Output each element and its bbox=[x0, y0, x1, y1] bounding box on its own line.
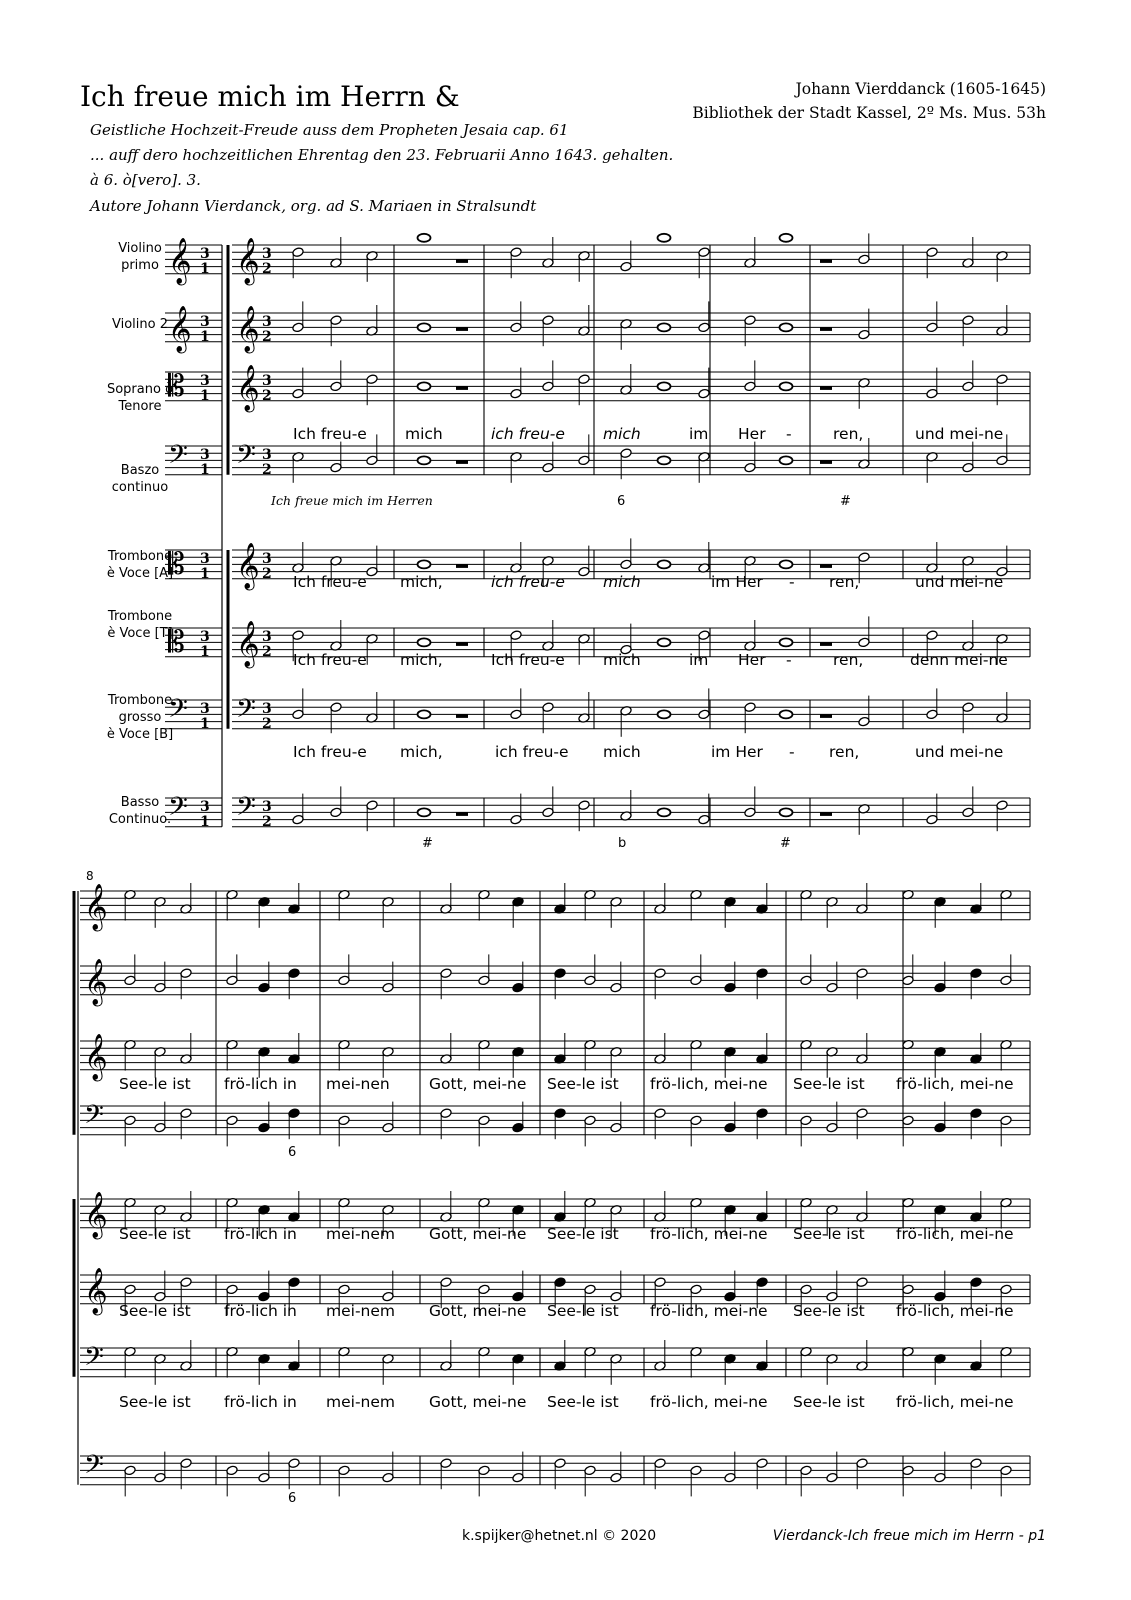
lyric: ich freu-e bbox=[491, 573, 565, 591]
treble-clef-icon: 𝄞 bbox=[84, 1034, 108, 1080]
time-signature: 3 bbox=[262, 246, 272, 262]
figure: 6 bbox=[617, 494, 626, 509]
lyric: Gott, mei-ne bbox=[429, 1075, 527, 1093]
lyric: ren, bbox=[833, 425, 864, 443]
lyric: frö-lich, mei-ne bbox=[650, 1393, 768, 1411]
part-name-trombone-b: Trombone grosso è Voce [B] bbox=[106, 693, 174, 742]
treble-clef-icon: 𝄞 bbox=[84, 884, 108, 930]
time-signature: 3 bbox=[262, 447, 272, 463]
lyric: mich bbox=[603, 573, 641, 591]
footer-page-label: Vierdanck-Ich freue mich im Herrn - p1 bbox=[772, 1528, 1046, 1544]
lyric: frö-lich, mei-ne bbox=[896, 1075, 1014, 1093]
lyric: frö-lich, mei-ne bbox=[896, 1393, 1014, 1411]
lyric: Ich freu-e bbox=[293, 573, 367, 591]
lyric: See-le ist bbox=[119, 1225, 191, 1243]
time-signature: 3 bbox=[200, 314, 210, 330]
lyric: im Her bbox=[711, 573, 763, 591]
lyric: Gott, mei-ne bbox=[429, 1225, 527, 1243]
whole-note-head bbox=[780, 323, 793, 331]
time-signature: 2 bbox=[262, 566, 272, 582]
whole-note-head bbox=[780, 382, 793, 390]
time-signature: 2 bbox=[262, 644, 272, 660]
lyric: ich freu-e bbox=[491, 425, 565, 443]
rest bbox=[456, 327, 468, 331]
rest bbox=[820, 259, 832, 263]
bass-clef-icon: 𝄢 bbox=[168, 792, 188, 828]
source-library: Bibliothek der Stadt Kassel, 2º Ms. Mus. 53h bbox=[692, 104, 1046, 122]
lyric: mich, bbox=[400, 573, 443, 591]
lyric: und mei-ne bbox=[915, 573, 1004, 591]
lyric: im Her bbox=[711, 743, 763, 761]
rest bbox=[820, 564, 832, 568]
lyric: frö-lich in bbox=[224, 1393, 297, 1411]
rest bbox=[820, 460, 832, 464]
whole-note-head bbox=[658, 234, 671, 242]
time-signature: 2 bbox=[262, 716, 272, 732]
bass-clef-icon: 𝄢 bbox=[236, 694, 256, 730]
lyric: See-le ist bbox=[119, 1302, 191, 1320]
time-signature: 2 bbox=[262, 329, 272, 345]
lyric: See-le ist bbox=[119, 1393, 191, 1411]
rest bbox=[456, 259, 468, 263]
figure: 6 bbox=[288, 1491, 297, 1506]
rest bbox=[456, 642, 468, 646]
rest bbox=[456, 460, 468, 464]
time-signature: 1 bbox=[200, 566, 210, 582]
lyric: ren, bbox=[829, 573, 860, 591]
rest bbox=[820, 642, 832, 646]
treble-clef-icon: 𝄞 bbox=[236, 621, 260, 667]
lyric: frö-lich, mei-ne bbox=[896, 1302, 1014, 1320]
lyric: frö-lich, mei-ne bbox=[896, 1225, 1014, 1243]
time-signature: 3 bbox=[262, 314, 272, 330]
lyric: frö-lich, mei-ne bbox=[650, 1225, 768, 1243]
whole-note-head bbox=[658, 456, 671, 464]
lyric: - bbox=[789, 743, 795, 761]
time-signature: 3 bbox=[200, 246, 210, 262]
time-signature: 3 bbox=[262, 373, 272, 389]
whole-note-head bbox=[658, 560, 671, 568]
whole-note-head bbox=[780, 808, 793, 816]
lyric: See-le ist bbox=[793, 1225, 865, 1243]
bass-clef-icon: 𝄢 bbox=[236, 792, 256, 828]
lyric: frö-lich, mei-ne bbox=[650, 1302, 768, 1320]
part-name-bc2: Basso Continuo. bbox=[108, 795, 172, 827]
time-signature: 3 bbox=[262, 799, 272, 815]
lyric: Gott, mei-ne bbox=[429, 1393, 527, 1411]
lyric: mich bbox=[603, 743, 641, 761]
lyric: See-le ist bbox=[119, 1075, 191, 1093]
lyric: mich, bbox=[400, 743, 443, 761]
whole-note-head bbox=[658, 808, 671, 816]
lyric: frö-lich in bbox=[224, 1302, 297, 1320]
time-signature: 1 bbox=[200, 644, 210, 660]
treble-clef-icon: 𝄞 bbox=[168, 306, 192, 352]
whole-note-head bbox=[780, 456, 793, 464]
time-signature: 3 bbox=[262, 551, 272, 567]
alto-clef-icon: 𝄡 bbox=[168, 625, 185, 660]
lyric: Her bbox=[738, 425, 766, 443]
rest bbox=[456, 564, 468, 568]
treble-clef-icon: 𝄞 bbox=[236, 365, 260, 411]
whole-note-head bbox=[658, 382, 671, 390]
lyric: See-le ist bbox=[793, 1302, 865, 1320]
whole-note-head bbox=[658, 323, 671, 331]
lyric: See-le ist bbox=[547, 1225, 619, 1243]
time-signature: 3 bbox=[200, 701, 210, 717]
lyric: Ich freu-e bbox=[491, 651, 565, 669]
lyric: im bbox=[689, 425, 709, 443]
time-signature: 1 bbox=[200, 388, 210, 404]
time-signature: 3 bbox=[200, 373, 210, 389]
time-signature: 1 bbox=[200, 462, 210, 478]
whole-note-head bbox=[418, 710, 431, 718]
time-signature: 3 bbox=[262, 629, 272, 645]
lyric: See-le ist bbox=[547, 1075, 619, 1093]
alto-clef-icon: 𝄡 bbox=[168, 547, 185, 582]
measure-number: 8 bbox=[86, 869, 94, 883]
alto-clef-icon: 𝄡 bbox=[168, 369, 185, 404]
lyric: mich, bbox=[400, 651, 443, 669]
lyric: See-le ist bbox=[793, 1075, 865, 1093]
lyric: denn mei-ne bbox=[910, 651, 1008, 669]
bass-clef-icon: 𝄢 bbox=[168, 694, 188, 730]
whole-note-head bbox=[780, 234, 793, 242]
lyric: frö-lich, mei-ne bbox=[650, 1075, 768, 1093]
treble-clef-icon: 𝄞 bbox=[236, 306, 260, 352]
time-signature: 3 bbox=[200, 551, 210, 567]
part-name-violino-primo: Violino primo bbox=[118, 241, 162, 273]
lyric: - bbox=[786, 651, 792, 669]
lyric: und mei-ne bbox=[915, 743, 1004, 761]
lyric: Ich freu-e bbox=[293, 425, 367, 443]
time-signature: 2 bbox=[262, 814, 272, 830]
treble-clef-icon: 𝄞 bbox=[84, 959, 108, 1005]
bass-clef-icon: 𝄢 bbox=[236, 440, 256, 476]
whole-note-head bbox=[418, 560, 431, 568]
lyric: See-le ist bbox=[793, 1393, 865, 1411]
lyric: ich freu-e bbox=[495, 743, 569, 761]
bass-clef-icon: 𝄢 bbox=[84, 1450, 104, 1486]
lyric: See-le ist bbox=[547, 1302, 619, 1320]
lyric: und mei-ne bbox=[915, 425, 1004, 443]
lyric: frö-lich in bbox=[224, 1225, 297, 1243]
figure: # bbox=[422, 836, 433, 851]
treble-clef-icon: 𝄞 bbox=[236, 238, 260, 284]
lyric: - bbox=[786, 425, 792, 443]
time-signature: 2 bbox=[262, 261, 272, 277]
whole-note-head bbox=[418, 638, 431, 646]
figure: 6 bbox=[288, 1145, 297, 1160]
lyric: Ich freu-e bbox=[293, 743, 367, 761]
lyric: See-le ist bbox=[547, 1393, 619, 1411]
time-signature: 1 bbox=[200, 329, 210, 345]
subtitle-2: ... auff dero hochzeitlichen Ehrentag den 23. Februarii Anno 1643. gehalten. bbox=[90, 146, 674, 164]
whole-note-head bbox=[780, 560, 793, 568]
lyric: mei-nem bbox=[326, 1302, 395, 1320]
lyric: mich bbox=[603, 651, 641, 669]
part-name-soprano: Soprano ò Tenore bbox=[106, 382, 174, 414]
bc-text: Ich freue mich im Herren bbox=[271, 493, 433, 508]
subtitle-1: Geistliche Hochzeit-Freude auss dem Propheten Jesaia cap. 61 bbox=[90, 121, 569, 139]
time-signature: 3 bbox=[200, 799, 210, 815]
treble-clef-icon: 𝄞 bbox=[84, 1192, 108, 1238]
bass-clef-icon: 𝄢 bbox=[84, 1100, 104, 1136]
time-signature: 3 bbox=[200, 447, 210, 463]
lyric: im bbox=[689, 651, 709, 669]
time-signature: 1 bbox=[200, 716, 210, 732]
time-signature: 1 bbox=[200, 261, 210, 277]
composer: Johann Vierddanck (1605-1645) bbox=[795, 80, 1046, 98]
lyric: mei-nem bbox=[326, 1393, 395, 1411]
rest bbox=[456, 714, 468, 718]
rest bbox=[820, 386, 832, 390]
part-name-trombone-t: Trombone è Voce [T] bbox=[107, 609, 173, 641]
time-signature: 3 bbox=[200, 629, 210, 645]
footer-email: k.spijker@hetnet.nl © 2020 bbox=[462, 1528, 657, 1544]
lyric: mich bbox=[603, 425, 641, 443]
subtitle-3: à 6. ò[vero]. 3. bbox=[90, 171, 201, 189]
figure: # bbox=[780, 836, 791, 851]
whole-note-head bbox=[418, 456, 431, 464]
whole-note-head bbox=[780, 710, 793, 718]
lyric: ren, bbox=[829, 743, 860, 761]
bass-clef-icon: 𝄢 bbox=[168, 440, 188, 476]
lyric: - bbox=[789, 573, 795, 591]
whole-note-head bbox=[418, 323, 431, 331]
time-signature: 2 bbox=[262, 388, 272, 404]
lyric: ren, bbox=[833, 651, 864, 669]
rest bbox=[456, 386, 468, 390]
rest bbox=[820, 812, 832, 816]
whole-note-head bbox=[418, 808, 431, 816]
figure: b bbox=[618, 836, 627, 851]
part-name-violino-2: Violino 2 bbox=[112, 317, 168, 332]
lyric: mich bbox=[405, 425, 443, 443]
lyric: Ich freu-e bbox=[293, 651, 367, 669]
bass-clef-icon: 𝄢 bbox=[84, 1342, 104, 1378]
rest bbox=[820, 714, 832, 718]
time-signature: 2 bbox=[262, 462, 272, 478]
whole-note-head bbox=[418, 234, 431, 242]
rest bbox=[456, 812, 468, 816]
part-name-trombone-a: Trombone è Voce [A] bbox=[106, 549, 174, 581]
lyric: mei-nen bbox=[326, 1075, 390, 1093]
lyric: Her bbox=[738, 651, 766, 669]
whole-note-head bbox=[780, 638, 793, 646]
whole-note-head bbox=[418, 382, 431, 390]
treble-clef-icon: 𝄞 bbox=[236, 543, 260, 589]
piece-title: Ich freue mich im Herrn & bbox=[80, 80, 460, 113]
time-signature: 1 bbox=[200, 814, 210, 830]
lyric: Gott, mei-ne bbox=[429, 1302, 527, 1320]
whole-note-head bbox=[658, 638, 671, 646]
part-name-bc: Baszo continuo bbox=[111, 463, 169, 495]
time-signature: 3 bbox=[262, 701, 272, 717]
lyric: mei-nem bbox=[326, 1225, 395, 1243]
subtitle-4: Autore Johann Vierdanck, org. ad S. Mariaen in Stralsundt bbox=[90, 197, 537, 215]
rest bbox=[820, 327, 832, 331]
treble-clef-icon: 𝄞 bbox=[168, 238, 192, 284]
whole-note-head bbox=[658, 710, 671, 718]
figure: # bbox=[840, 494, 851, 509]
treble-clef-icon: 𝄞 bbox=[84, 1268, 108, 1314]
lyric: frö-lich in bbox=[224, 1075, 297, 1093]
